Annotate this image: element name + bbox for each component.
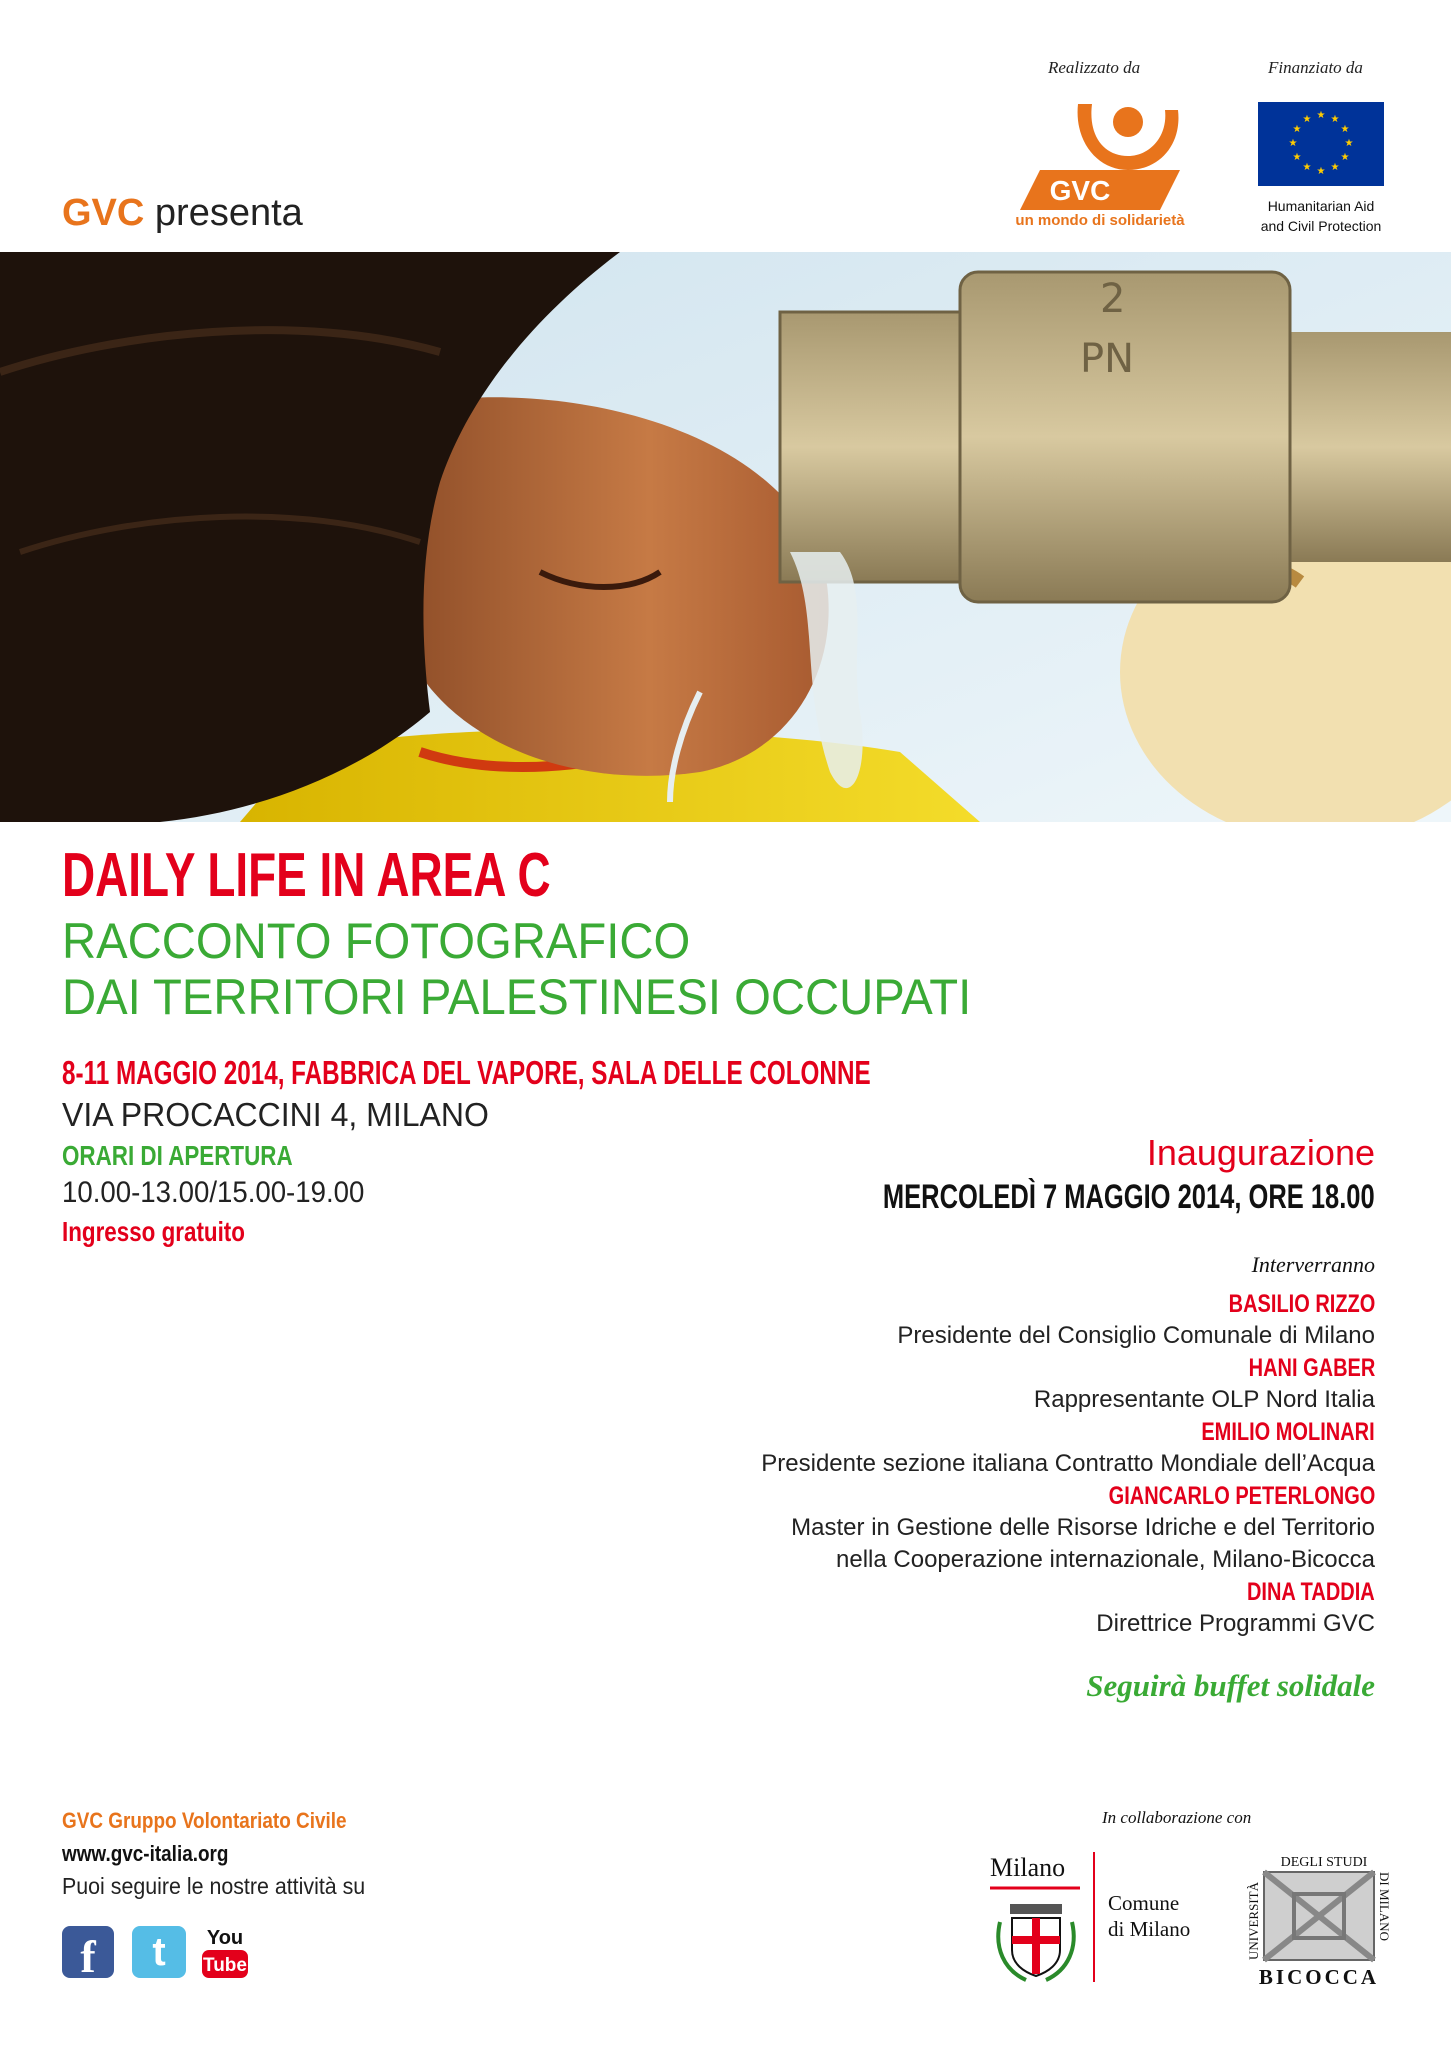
- speaker-name: DINA TADDIA: [1247, 1578, 1375, 1606]
- bicocca-left-text: UNIVERSITÀ: [1246, 1882, 1261, 1960]
- youtube-icon[interactable]: [202, 1920, 248, 1980]
- event-dates: [62, 1054, 1162, 1092]
- comune-milano-logo: [990, 1852, 1210, 1988]
- brand-suffix: presenta: [154, 192, 303, 234]
- milano-comune-line1: Comune: [1108, 1891, 1180, 1915]
- subtitle-line1: [62, 912, 727, 970]
- svg-text:★: ★: [1330, 114, 1340, 125]
- speaker-name: BASILIO RIZZO: [1228, 1290, 1375, 1318]
- svg-text:★: ★: [1302, 114, 1312, 125]
- eu-caption-line1: Humanitarian Aid: [1267, 198, 1375, 214]
- opening-hours-text: 10.00-13.00/15.00-19.00: [62, 1176, 365, 1209]
- exhibition-title-text: DAILY LIFE IN AREA C: [62, 841, 551, 910]
- event-address-text: VIA PROCACCINI 4, MILANO: [62, 1096, 489, 1133]
- svg-text:2: 2: [1100, 276, 1126, 322]
- inauguration-label: Inaugurazione: [1146, 1132, 1375, 1173]
- youtube-bottom-text: Tube: [203, 1955, 247, 1976]
- svg-text:★: ★: [1340, 124, 1350, 135]
- speaker-name: EMILIO MOLINARI: [1201, 1418, 1375, 1446]
- svg-text:★: ★: [1288, 138, 1298, 149]
- svg-text:★: ★: [1292, 124, 1302, 135]
- svg-text:★: ★: [1316, 110, 1326, 121]
- organization-name: [62, 1808, 393, 1834]
- subtitle-line1-text: RACCONTO FOTOGRAFICO: [62, 913, 691, 969]
- svg-text:★: ★: [1292, 152, 1302, 163]
- opening-hours: [62, 1176, 391, 1210]
- follow-text: [62, 1873, 388, 1900]
- event-dates-text: 8-11 MAGGIO 2014, FABBRICA DEL VAPORE, SALA DELLE COLONNE: [62, 1054, 871, 1091]
- bicocca-bottom-text: BICOCCA: [1258, 1965, 1380, 1988]
- eu-flag: [1258, 102, 1384, 186]
- buffet-note: Seguirà buffet solidale: [1086, 1668, 1375, 1703]
- inauguration-date-text: MERCOLEDÌ 7 MAGGIO 2014, ORE 18.00: [883, 1178, 1375, 1216]
- speakers-label: Interverranno: [1251, 1252, 1375, 1277]
- inauguration-date: [719, 1178, 1375, 1217]
- eu-caption-line2: and Civil Protection: [1260, 218, 1382, 234]
- bicocca-university-logo: [1242, 1850, 1392, 1988]
- speaker-name: HANI GABER: [1248, 1354, 1375, 1382]
- website-link-text: www.gvc-italia.org: [62, 1841, 229, 1866]
- svg-text:PN: PN: [1080, 336, 1135, 382]
- free-entry-text: Ingresso gratuito: [62, 1216, 245, 1247]
- speaker-role: Master in Gestione delle Risorse Idriche e del Territorio: [791, 1514, 1375, 1541]
- hours-label: [62, 1140, 350, 1172]
- brand-name: GVC: [62, 192, 145, 234]
- free-entry: [62, 1216, 291, 1248]
- realizzato-caption: Realizzato da: [1048, 58, 1141, 77]
- speaker-role: Presidente del Consiglio Comunale di Milano: [897, 1322, 1375, 1349]
- subtitle-line2-text: DAI TERRITORI PALESTINESI OCCUPATI: [62, 969, 972, 1025]
- event-address: [62, 1096, 502, 1134]
- speaker-role: Direttrice Programmi GVC: [1096, 1610, 1375, 1637]
- eu-caption: [1240, 196, 1402, 236]
- speaker-role: Rappresentante OLP Nord Italia: [1033, 1386, 1375, 1413]
- svg-text:★: ★: [1302, 162, 1312, 173]
- speaker-name: GIANCARLO PETERLONGO: [1108, 1482, 1375, 1510]
- subtitle-line2: [62, 968, 1024, 1026]
- speaker-role: Presidente sezione italiana Contratto Mondiale dell’Acqua: [761, 1450, 1375, 1477]
- hero-photo: [0, 252, 1451, 822]
- gvc-logo-text: GVC: [1049, 175, 1111, 206]
- follow-text-line: Puoi seguire le nostre attività su: [62, 1873, 366, 1899]
- bicocca-top-text: DEGLI STUDI: [1280, 1855, 1368, 1870]
- milano-comune-line2: di Milano: [1108, 1917, 1191, 1941]
- bicocca-right-text: DI MILANO: [1377, 1872, 1392, 1941]
- speakers-list: [761, 1288, 1375, 1640]
- youtube-top-text: You: [206, 1927, 244, 1949]
- finanziato-caption: Finanziato da: [1268, 58, 1363, 77]
- collaboration-caption: In collaborazione con: [1102, 1808, 1252, 1827]
- facebook-icon[interactable]: f: [62, 1926, 114, 1978]
- exhibition-title: [62, 840, 722, 911]
- twitter-icon[interactable]: t: [132, 1926, 186, 1978]
- hours-label-text: ORARI DI APERTURA: [62, 1140, 293, 1171]
- svg-text:★: ★: [1340, 152, 1350, 163]
- milano-title: Milano: [990, 1853, 1066, 1882]
- gvc-logo: [1000, 92, 1190, 232]
- svg-text:★: ★: [1330, 162, 1340, 173]
- organization-name-text: GVC Gruppo Volontariato Civile: [62, 1808, 347, 1833]
- website-link[interactable]: [62, 1841, 256, 1867]
- brand-line: [62, 192, 303, 235]
- svg-text:★: ★: [1316, 166, 1326, 177]
- svg-text:★: ★: [1344, 138, 1354, 149]
- speaker-role: nella Cooperazione internazionale, Milano-Bicocca: [836, 1546, 1375, 1573]
- gvc-tagline: un mondo di solidarietà: [1015, 212, 1185, 229]
